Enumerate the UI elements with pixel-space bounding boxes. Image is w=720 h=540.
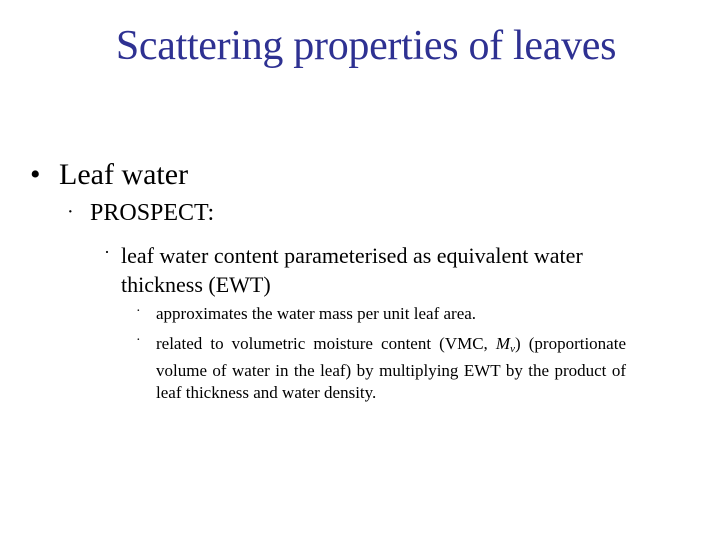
vmc-subscript: v (510, 343, 515, 355)
bullet-glyph: · (67, 201, 74, 223)
bullet-text: approximates the water mass per unit leaf area. (156, 304, 477, 323)
bullet-glyph: · (136, 304, 141, 319)
text-before: related to volumetric moisture content (VMC, (156, 334, 496, 353)
bullet-text: PROSPECT: (90, 200, 215, 226)
slide-title: Scattering properties of leaves (115, 23, 617, 69)
bullet-text (156, 333, 626, 404)
vmc-symbol: M (495, 334, 511, 353)
bullet-text: leaf water content parameterised as equivalent water thickness (EWT) (121, 243, 583, 297)
text-after: ) (proportionate volume of water in the leaf) by multiplying EWT by the product of leaf thickness and water density. (156, 334, 626, 402)
bullet-text: Leaf water (59, 158, 189, 191)
bullet-glyph: · (104, 242, 110, 262)
bullet-glyph: • (30, 158, 41, 191)
bullet-glyph: · (136, 333, 141, 348)
